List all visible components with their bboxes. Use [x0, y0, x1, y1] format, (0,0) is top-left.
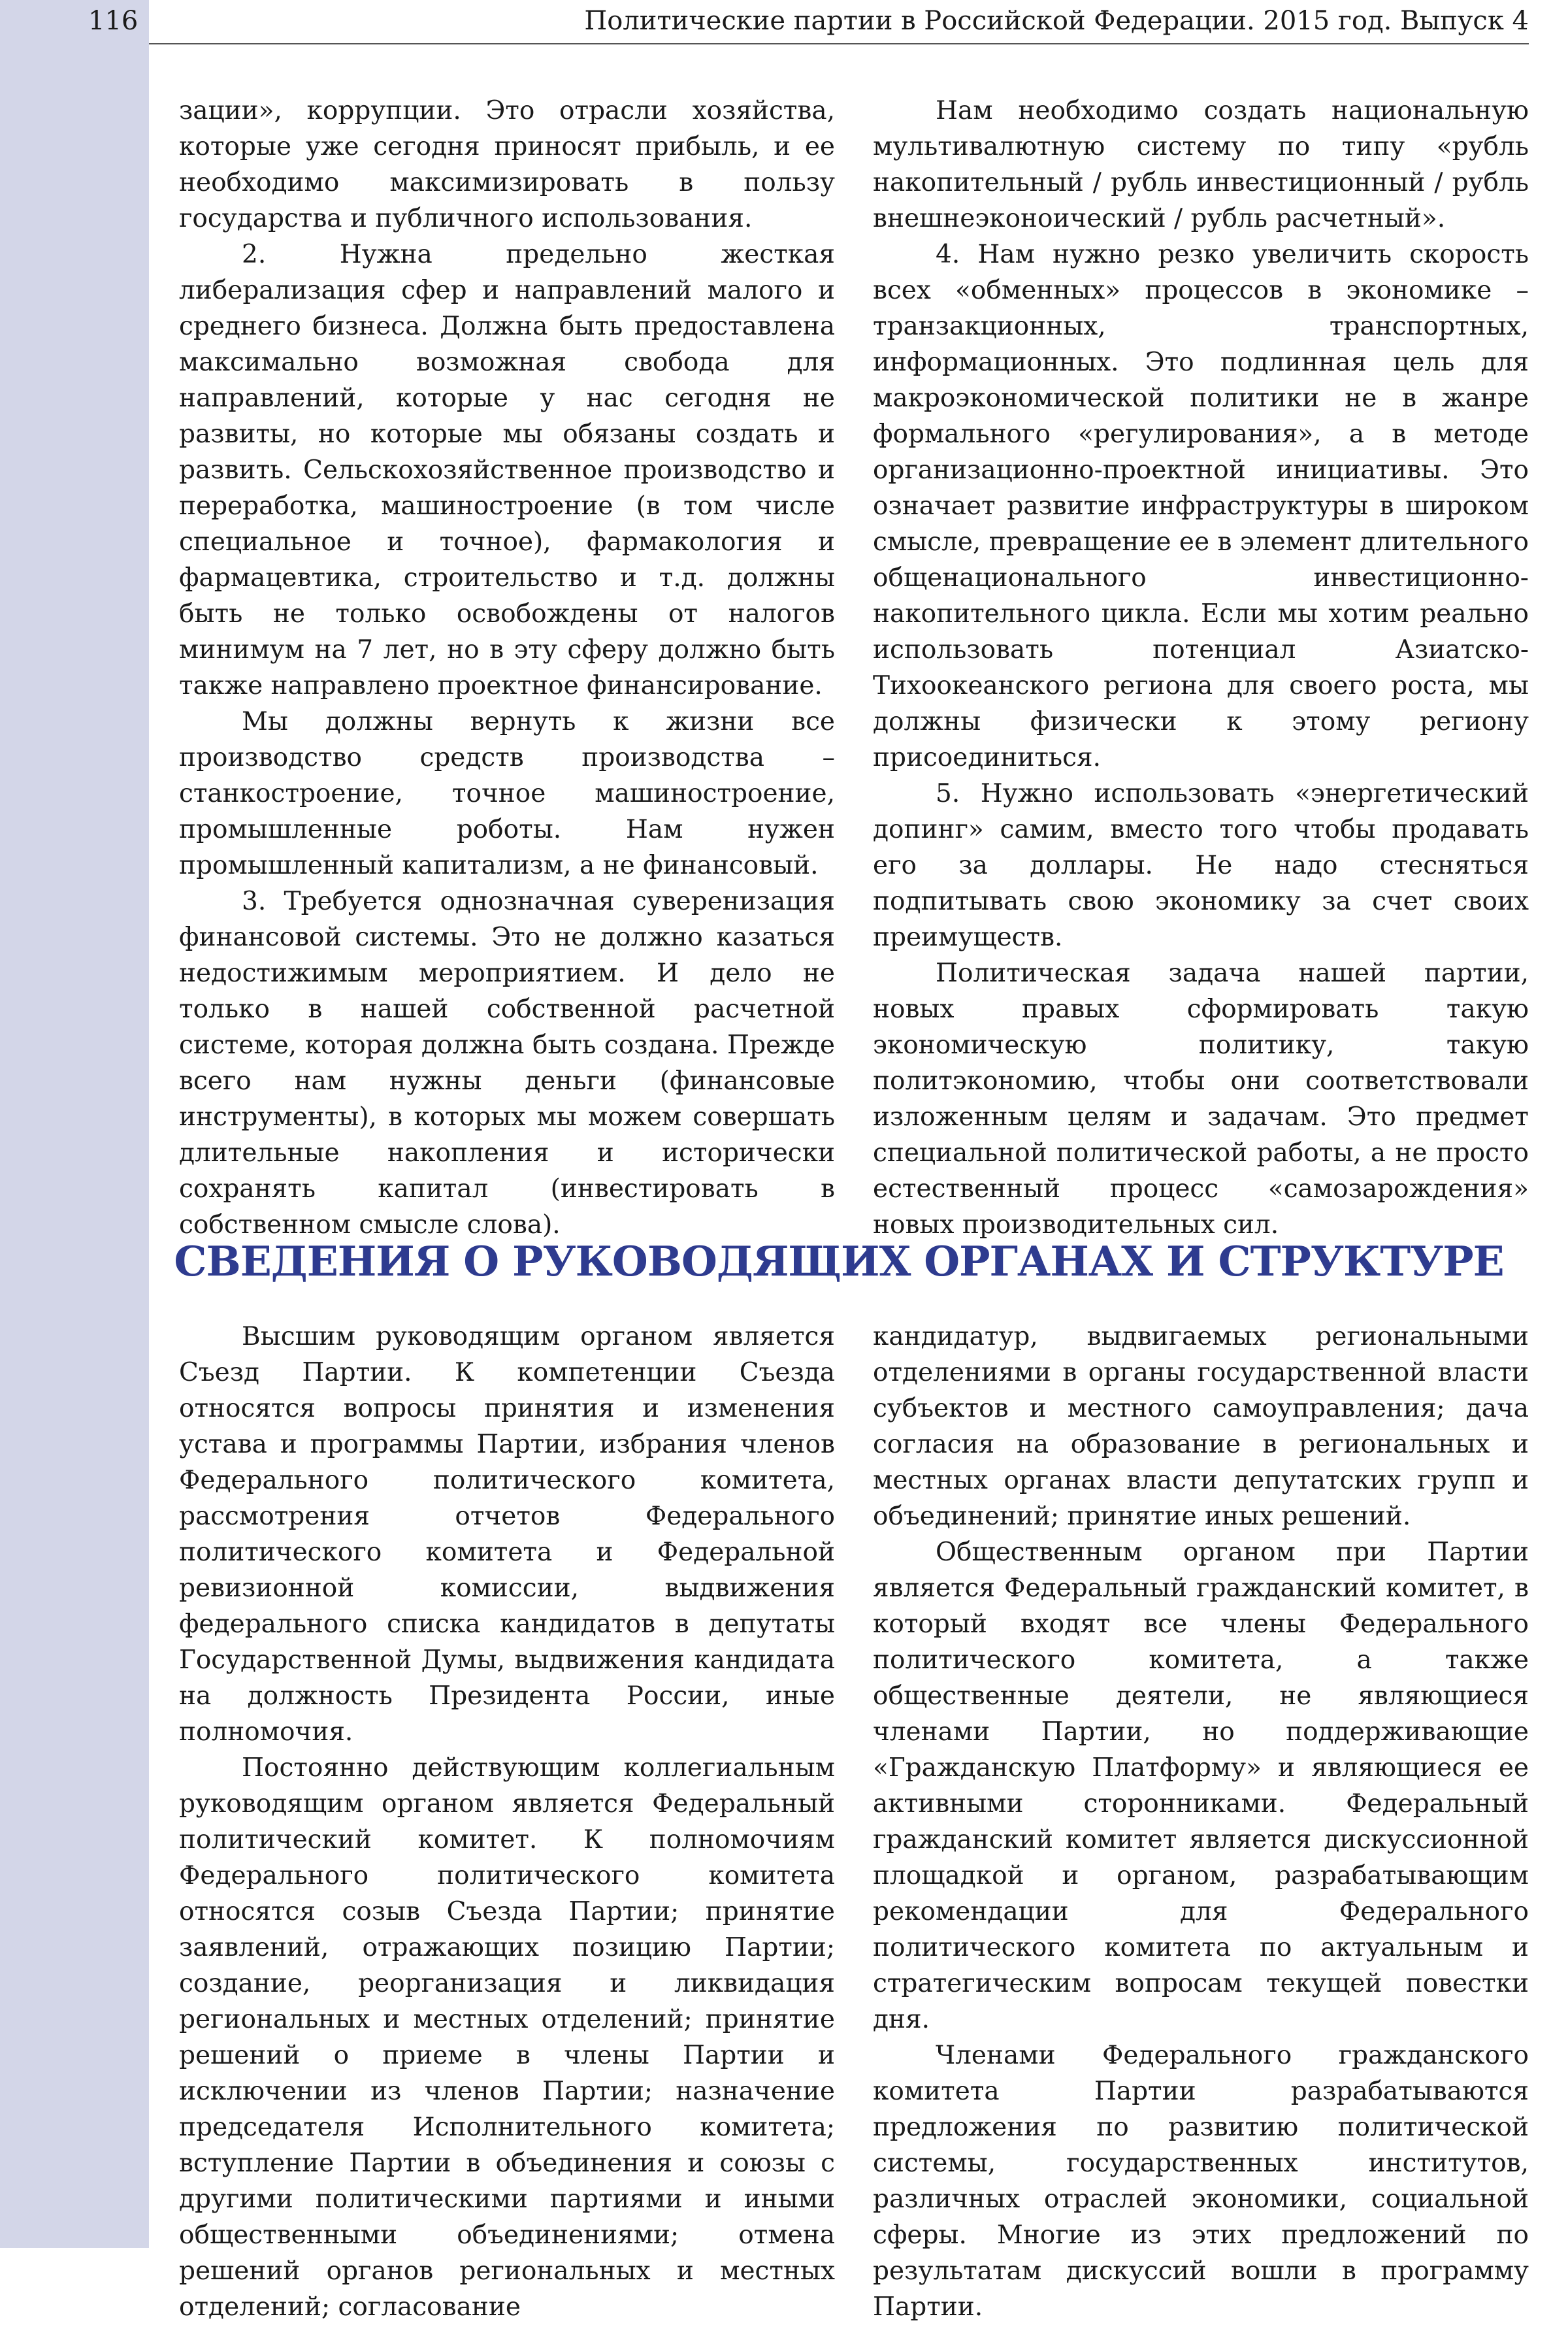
body-paragraph: 5. Нужно использовать «энергетический допинг» самим, вместо того чтобы продавать его за доллары. Не надо стесняться подпитывать свою экономику за счет своих преимуществ. — [873, 779, 1529, 952]
section-title: СВЕДЕНИЯ О РУКОВОДЯЩИХ ОРГАНАХ И СТРУКТУРЕ — [174, 1237, 1504, 1285]
body-paragraph: 4. Нам нужно резко увеличить скорость всех «обменных» процессов в экономике – транзакционных, транспортных, информационных. Это подлинная цель для макроэкономической политики не в жанре формального «регулирования», а в методе организационно-проектной инициативы. Это означает развитие инфраструктуры в широком смысле, превращение ее в элемент длительного общенационального инвестиционно-накопительного цикла. Если мы хотим реально использовать потенциал Азиатско-Тихоокеанского региона для своего роста, мы должны физически к этому региону присоединиться. — [873, 240, 1529, 772]
body-paragraph: Политическая задача нашей партии, новых правых сформировать такую экономическую политику, такую политэкономию, чтобы они соответствовали изложенным целям и задачам. Это предмет специальной политической работы, а не просто естественный процесс «самозарождения» новых производительных сил. — [873, 959, 1529, 1240]
body-paragraph: 3. Требуется однозначная суверенизация финансовой системы. Это не должно казаться недостижимым мероприятием. И дело не только в нашей собственной расчетной системе, которая должна быть создана. Прежде всего нам нужны деньги (финансовые инструменты), в которых мы можем совершать длительные накопления и исторически сохранять капитал (инвестировать в собственном смысле слова). — [179, 887, 835, 1240]
body-paragraph: Высшим руководящим органом является Съезд Партии. К компетенции Съезда относятся вопросы принятия и изменения устава и программы Партии, избрания членов Федерального политического комитета, рассмотрения отчетов Федерального политического комитета и Федеральной ревизионной комиссии, выдвижения федерального списка кандидатов в депутаты Государственной Думы, выдвижения кандидата на должность Президента России, иные полномочия. — [179, 1322, 835, 1747]
page-number: 116 — [88, 6, 139, 36]
body-paragraph: Общественным органом при Партии является Федеральный гражданский комитет, в который входят все члены Федерального политического комитета, а также общественные деятели, не являющиеся членами Партии, но поддерживающие «Гражданскую Платформу» и являющиеся ее активными сторонниками. Федеральный гражданский комитет является дискуссионной площадкой и органом, разрабатывающим рекомендации для Федерального политического комитета по актуальным и стратегическим вопросам текущей повестки дня. — [873, 1538, 1529, 2034]
body-paragraph: Постоянно действующим коллегиальным руководящим органом является Федеральный политический комитет. К полномочиям Федерального политического комитета относятся созыв Съезда Партии; принятие заявлений, отражающих позицию Партии; создание, реорганизация и ликвидация региональных и местных отделений; принятие решений о приеме в члены Партии и исключении из членов Партии; назначение председателя Исполнительного комитета; вступление Партии в объединения и союзы с другими политическими партиями и иными общественными объединениями; отмена решений органов региональных и местных отделений; согласование — [179, 1753, 835, 2322]
running-header: Политические партии в Российской Федерации. 2015 год. Выпуск 4 — [584, 6, 1529, 36]
body-paragraph: Членами Федерального гражданского комитета Партии разрабатываются предложения по развитию политической системы, государственных институтов, различных отраслей экономики, социальной сферы. Многие из этих предложений по результатам дискуссий вошли в программу Партии. — [873, 2041, 1529, 2322]
page-side-band — [0, 0, 149, 2248]
header-rule — [149, 43, 1529, 44]
body-paragraph: зации», коррупции. Это отрасли хозяйства, которые уже сегодня приносят прибыль, и ее необходимо максимизировать в пользу государства и публичного использования. — [179, 96, 835, 233]
bottom-left-column — [179, 1319, 835, 2325]
body-paragraph: кандидатур, выдвигаемых региональными отделениями в органы государственной власти субъектов и местного самоуправления; дача согласия на образование в региональных и местных органах власти депутатских групп и объединений; принятие иных решений. — [873, 1322, 1529, 1531]
body-paragraph: 2. Нужна предельно жесткая либерализация сфер и направлений малого и среднего бизнеса. Должна быть предоставлена максимально возможная свобода для направлений, которые у нас сегодня не развиты, но которые мы обязаны создать и развить. Сельскохозяйственное производство и переработка, машиностроение (в том числе специальное и точное), фармакология и фармацевтика, строительство и т.д. должны быть не только освобождены от налогов минимум на 7 лет, но в эту сферу должно быть также направлено проектное финансирование. — [179, 240, 835, 701]
top-left-column — [179, 93, 835, 1243]
bottom-right-column — [873, 1319, 1529, 2325]
top-right-column — [873, 93, 1529, 1243]
body-paragraph: Мы должны вернуть к жизни все производство средств производства – станкостроение, точное машиностроение, промышленные роботы. Нам нужен промышленный капитализм, а не финансовый. — [179, 707, 835, 880]
body-paragraph: Нам необходимо создать национальную мультивалютную систему по типу «рубль накопительный / рубль инвестиционный / рубль внешнеэконоический / рубль расчетный». — [873, 96, 1529, 233]
